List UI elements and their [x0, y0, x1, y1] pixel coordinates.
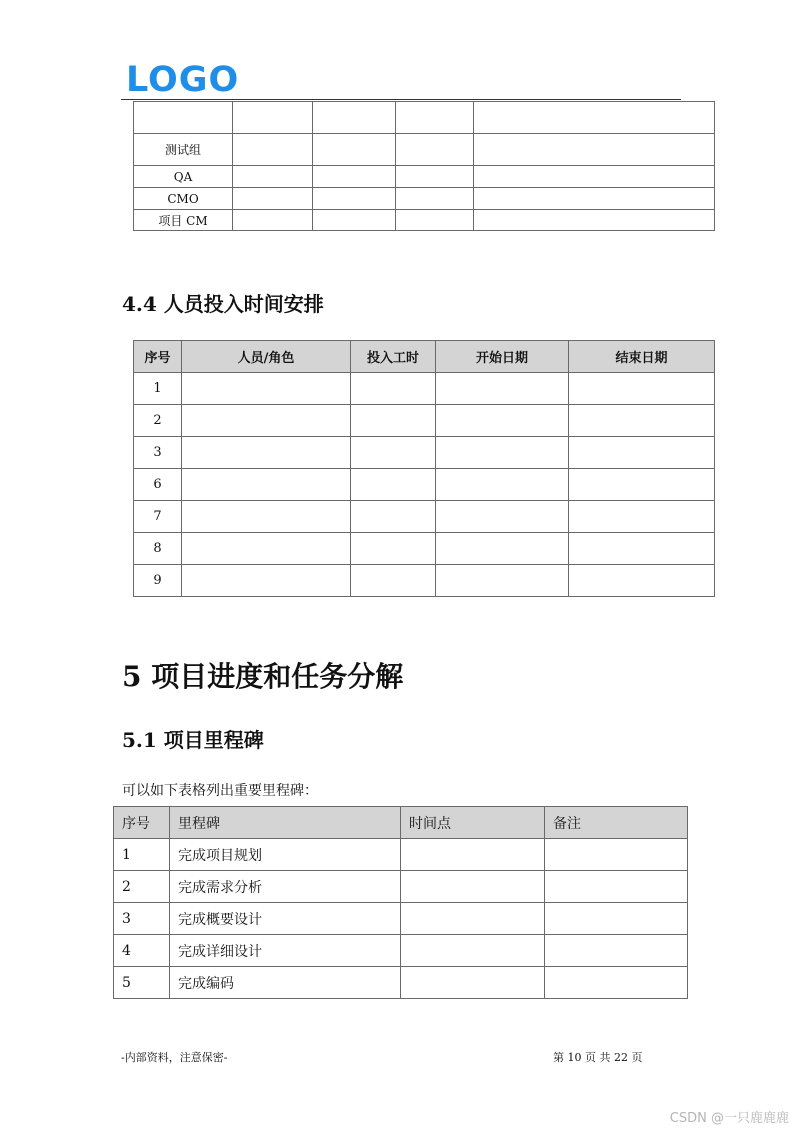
- table-row: [134, 134, 715, 166]
- row-number: 7: [134, 501, 182, 533]
- column-header: 时间点: [401, 807, 545, 839]
- role-cell: [134, 102, 233, 134]
- table-row: [134, 210, 715, 231]
- row-number: 5: [114, 967, 170, 999]
- column-header: 投入工时: [351, 341, 436, 373]
- table-row: [134, 405, 715, 437]
- row-number: 3: [114, 903, 170, 935]
- column-header: 备注: [545, 807, 688, 839]
- row-number: 6: [134, 469, 182, 501]
- column-header: 序号: [114, 807, 170, 839]
- staff-schedule-table: [133, 340, 715, 597]
- company-logo: LOGO: [126, 60, 240, 100]
- table-row: [114, 967, 688, 999]
- watermark-text: CSDN @一只鹿鹿鹿: [669, 1111, 789, 1126]
- section-heading-5-1: 5.1 项目里程碑: [122, 728, 264, 752]
- table-row: [134, 102, 715, 134]
- role-cell: 测试组: [134, 134, 233, 166]
- footer-page-number: 第 10 页 共 22 页: [553, 1051, 643, 1064]
- table-row: [114, 935, 688, 967]
- row-number: 2: [114, 871, 170, 903]
- table-row: [114, 903, 688, 935]
- row-number: 8: [134, 533, 182, 565]
- row-number: 1: [114, 839, 170, 871]
- row-number: 9: [134, 565, 182, 597]
- milestone-table: [113, 806, 688, 999]
- table-row: [134, 373, 715, 405]
- section-heading-5: 5 项目进度和任务分解: [122, 660, 404, 693]
- table-row: [134, 469, 715, 501]
- table-row: [114, 839, 688, 871]
- role-cell: 项目 CM: [134, 210, 233, 231]
- row-number: 3: [134, 437, 182, 469]
- table-row: [134, 437, 715, 469]
- column-header: 里程碑: [170, 807, 401, 839]
- row-number: 4: [114, 935, 170, 967]
- milestone-cell: 完成概要设计: [170, 903, 401, 935]
- table-row: [134, 188, 715, 210]
- header-rule: [121, 99, 681, 100]
- row-number: 2: [134, 405, 182, 437]
- column-header: 序号: [134, 341, 182, 373]
- column-header: 开始日期: [436, 341, 569, 373]
- section-heading-4-4: 4.4 人员投入时间安排: [122, 292, 324, 316]
- table-row: [134, 533, 715, 565]
- milestone-cell: 完成编码: [170, 967, 401, 999]
- milestone-cell: 完成项目规划: [170, 839, 401, 871]
- roles-table: [133, 101, 715, 231]
- table-row: [134, 565, 715, 597]
- table-header-row: [134, 341, 715, 373]
- table-header-row: [114, 807, 688, 839]
- role-cell: CMO: [134, 188, 233, 210]
- role-cell: QA: [134, 166, 233, 188]
- column-header: 结束日期: [569, 341, 715, 373]
- table-row: [114, 871, 688, 903]
- table-row: [134, 501, 715, 533]
- row-number: 1: [134, 373, 182, 405]
- milestone-cell: 完成详细设计: [170, 935, 401, 967]
- footer-confidential: -内部资料，注意保密-: [121, 1051, 228, 1064]
- column-header: 人员/角色: [182, 341, 351, 373]
- table-row: [134, 166, 715, 188]
- milestone-cell: 完成需求分析: [170, 871, 401, 903]
- milestone-intro-text: 可以如下表格列出重要里程碑：: [122, 783, 318, 799]
